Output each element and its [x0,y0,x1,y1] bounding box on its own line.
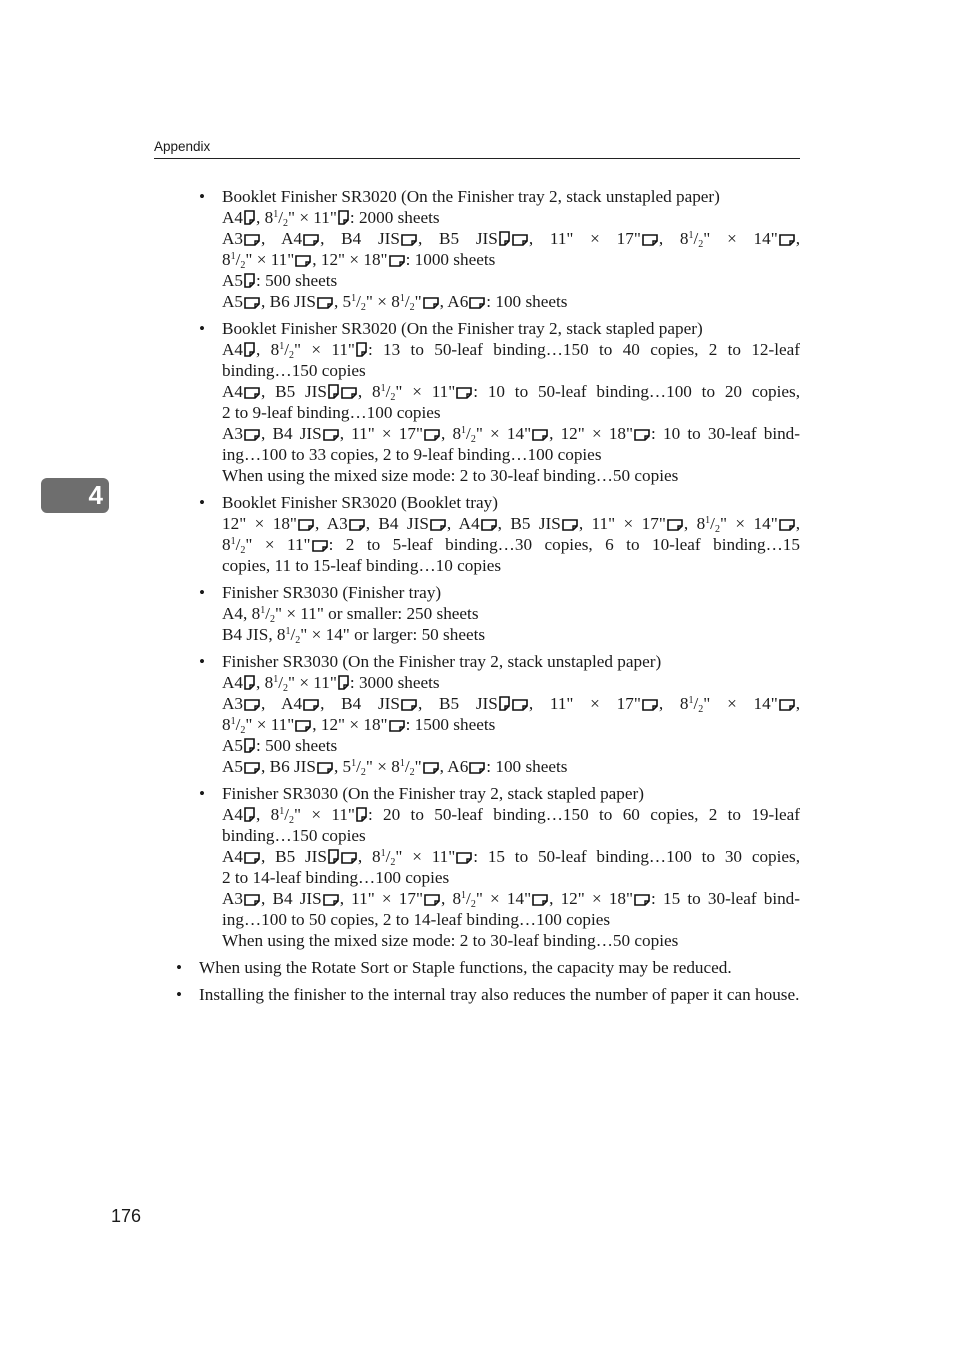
bullet-icon: • [199,187,206,206]
bullet-icon: • [199,319,206,338]
landscape-orientation-icon [317,297,333,309]
spec-line: copies, 11 to 15-leaf binding…10 copies [222,556,502,575]
landscape-orientation-icon [469,297,485,309]
landscape-orientation-icon [323,894,339,906]
spec-line: 2 to 9-leaf binding…100 copies [222,403,441,422]
spec-line: A4 , $8^1/_2$" × 11" : 20 to 50-leaf binding…150 to 60 copies, 2 to 19-leaf [222,805,801,826]
spec-line: binding…150 copies [222,826,366,845]
landscape-orientation-icon [295,720,311,732]
spec-title: Finisher SR3030 (On the Finisher tray 2, stack unstapled paper) [222,652,662,671]
spec-line: A3 , B4 JIS , 11" × 17" , $8^1/_2$" × 14" , 12" × 18" : 10 to 30-leaf bind- [222,424,801,445]
spec-title: Finisher SR3030 (Finisher tray) [222,583,442,602]
landscape-orientation-icon [303,699,319,711]
chapter-number: 4 [88,480,103,510]
spec-line: A5 : 500 sheets [222,736,338,755]
landscape-orientation-icon [389,720,405,732]
header-rule [154,158,800,159]
landscape-orientation-icon [779,234,795,246]
landscape-orientation-icon [424,894,440,906]
landscape-orientation-icon [312,540,328,552]
landscape-orientation-icon [423,297,439,309]
landscape-orientation-icon [642,699,658,711]
landscape-orientation-icon [389,255,405,267]
spec-line: ing…100 to 50 copies, 2 to 14-leaf binding…100 copies [222,910,611,929]
spec-line: A4 , $8^1/_2$" × 11" : 2000 sheets [222,208,440,229]
spec-line: A4 , $8^1/_2$" × 11" : 13 to 50-leaf binding…150 to 40 copies, 2 to 12-leaf [222,340,801,361]
landscape-orientation-icon [298,519,314,531]
spec-line: 2 to 14-leaf binding…100 copies [222,868,450,887]
spec-line: A4 , B5 JIS , $8^1/_2$" × 11" : 15 to 50-leaf binding…100 to 30 copies, [222,847,801,868]
spec-line: $8^1/_2$" × 11" , 12" × 18" : 1000 sheets [222,250,496,271]
portrait-orientation-icon [328,384,339,399]
landscape-orientation-icon [667,519,683,531]
spec-line: ing…100 to 33 copies, 2 to 9-leaf binding…100 copies [222,445,602,464]
bullet-icon: • [176,985,183,1004]
portrait-orientation-icon [338,210,349,225]
portrait-orientation-icon [244,675,255,690]
landscape-orientation-icon [779,699,795,711]
spec-line: When using the mixed size mode: 2 to 30-leaf binding…50 copies [222,931,679,950]
landscape-orientation-icon [323,429,339,441]
landscape-orientation-icon [244,297,260,309]
finisher-spec-item [199,582,800,645]
landscape-orientation-icon [349,519,365,531]
spec-line: $8^1/_2$" × 11" : 2 to 5-leaf binding…30 copies, 6 to 10-leaf binding…15 [222,535,800,556]
portrait-orientation-icon [356,807,367,822]
landscape-orientation-icon [562,519,578,531]
page-content [154,186,800,1011]
spec-line: A4 , B5 JIS , $8^1/_2$" × 11" : 10 to 50-leaf binding…100 to 20 copies, [222,382,801,403]
portrait-orientation-icon [499,696,510,711]
landscape-orientation-icon [430,519,446,531]
note-item [176,984,800,1005]
portrait-orientation-icon [356,342,367,357]
landscape-orientation-icon [244,852,260,864]
landscape-orientation-icon [244,699,260,711]
landscape-orientation-icon [532,894,548,906]
landscape-orientation-icon [401,699,417,711]
landscape-orientation-icon [303,234,319,246]
spec-title: Booklet Finisher SR3020 (On the Finisher tray 2, stack stapled paper) [222,319,703,338]
portrait-orientation-icon [244,738,255,753]
finisher-spec-item [199,318,800,486]
section-header: Appendix [154,139,211,154]
spec-line: When using the mixed size mode: 2 to 30-leaf binding…50 copies [222,466,679,485]
finisher-spec-item [199,651,800,777]
bullet-icon: • [199,493,206,512]
finisher-capacity-list [199,186,800,951]
landscape-orientation-icon [512,699,528,711]
landscape-orientation-icon [295,255,311,267]
portrait-orientation-icon [499,231,510,246]
bullet-icon: • [176,958,183,977]
spec-title: Finisher SR3030 (On the Finisher tray 2, stack stapled paper) [222,784,644,803]
portrait-orientation-icon [244,273,255,288]
spec-line: 12" × 18" , A3 , B4 JIS , A4 , B5 JIS , 11" × 17" , $8^1/_2$" × 14" , [222,514,801,535]
note-item [176,957,800,978]
landscape-orientation-icon [244,894,260,906]
spec-line: binding…150 copies [222,361,366,380]
portrait-orientation-icon [244,210,255,225]
finisher-spec-item [199,492,800,576]
spec-line: $8^1/_2$" × 11" , 12" × 18" : 1500 sheets [222,715,496,736]
landscape-orientation-icon [244,387,260,399]
note-text: When using the Rotate Sort or Staple functions, the capacity may be reduced. [199,958,732,977]
landscape-orientation-icon [512,234,528,246]
finisher-spec-item [199,783,800,951]
note-text: Installing the finisher to the internal tray also reduces the number of paper it can house. [199,985,800,1004]
landscape-orientation-icon [532,429,548,441]
landscape-orientation-icon [244,429,260,441]
spec-line: A3 , B4 JIS , 11" × 17" , $8^1/_2$" × 14" , 12" × 18" : 15 to 30-leaf bind- [222,889,801,910]
bullet-icon: • [199,784,206,803]
portrait-orientation-icon [338,675,349,690]
landscape-orientation-icon [481,519,497,531]
portrait-orientation-icon [328,849,339,864]
spec-line: A3 , A4 , B4 JIS , B5 JIS , 11" × 17" , $8^1/_2$" × 14" , [222,694,801,715]
landscape-orientation-icon [634,429,650,441]
spec-line: A5 : 500 sheets [222,271,338,290]
spec-line: A5 , B6 JIS , $5^1/_2$" × $8^1/_2$" , A6 : 100 sheets [222,757,568,778]
landscape-orientation-icon [244,234,260,246]
landscape-orientation-icon [244,762,260,774]
spec-title: Booklet Finisher SR3020 (On the Finisher tray 2, stack unstapled paper) [222,187,720,206]
landscape-orientation-icon [642,234,658,246]
landscape-orientation-icon [401,234,417,246]
landscape-orientation-icon [317,762,333,774]
spec-line: A4 , $8^1/_2$" × 11" : 3000 sheets [222,673,440,694]
portrait-orientation-icon [244,342,255,357]
landscape-orientation-icon [341,387,357,399]
landscape-orientation-icon [456,852,472,864]
bullet-icon: • [199,583,206,602]
landscape-orientation-icon [341,852,357,864]
landscape-orientation-icon [469,762,485,774]
bullet-icon: • [199,652,206,671]
spec-line: B4 JIS, $8^1/_2$" × 14" or larger: 50 sheets [222,625,486,646]
spec-line: A5 , B6 JIS , $5^1/_2$" × $8^1/_2$" , A6 : 100 sheets [222,292,568,313]
page-number: 176 [111,1206,142,1226]
landscape-orientation-icon [423,762,439,774]
spec-title: Booklet Finisher SR3020 (Booklet tray) [222,493,498,512]
notes-list [176,957,800,1005]
portrait-orientation-icon [244,807,255,822]
finisher-spec-item [199,186,800,312]
spec-line: A4, $8^1/_2$" × 11" or smaller: 250 sheets [222,604,479,625]
landscape-orientation-icon [424,429,440,441]
landscape-orientation-icon [779,519,795,531]
spec-line: A3 , A4 , B4 JIS , B5 JIS , 11" × 17" , $8^1/_2$" × 14" , [222,229,801,250]
chapter-tab [41,478,109,513]
landscape-orientation-icon [634,894,650,906]
landscape-orientation-icon [456,387,472,399]
